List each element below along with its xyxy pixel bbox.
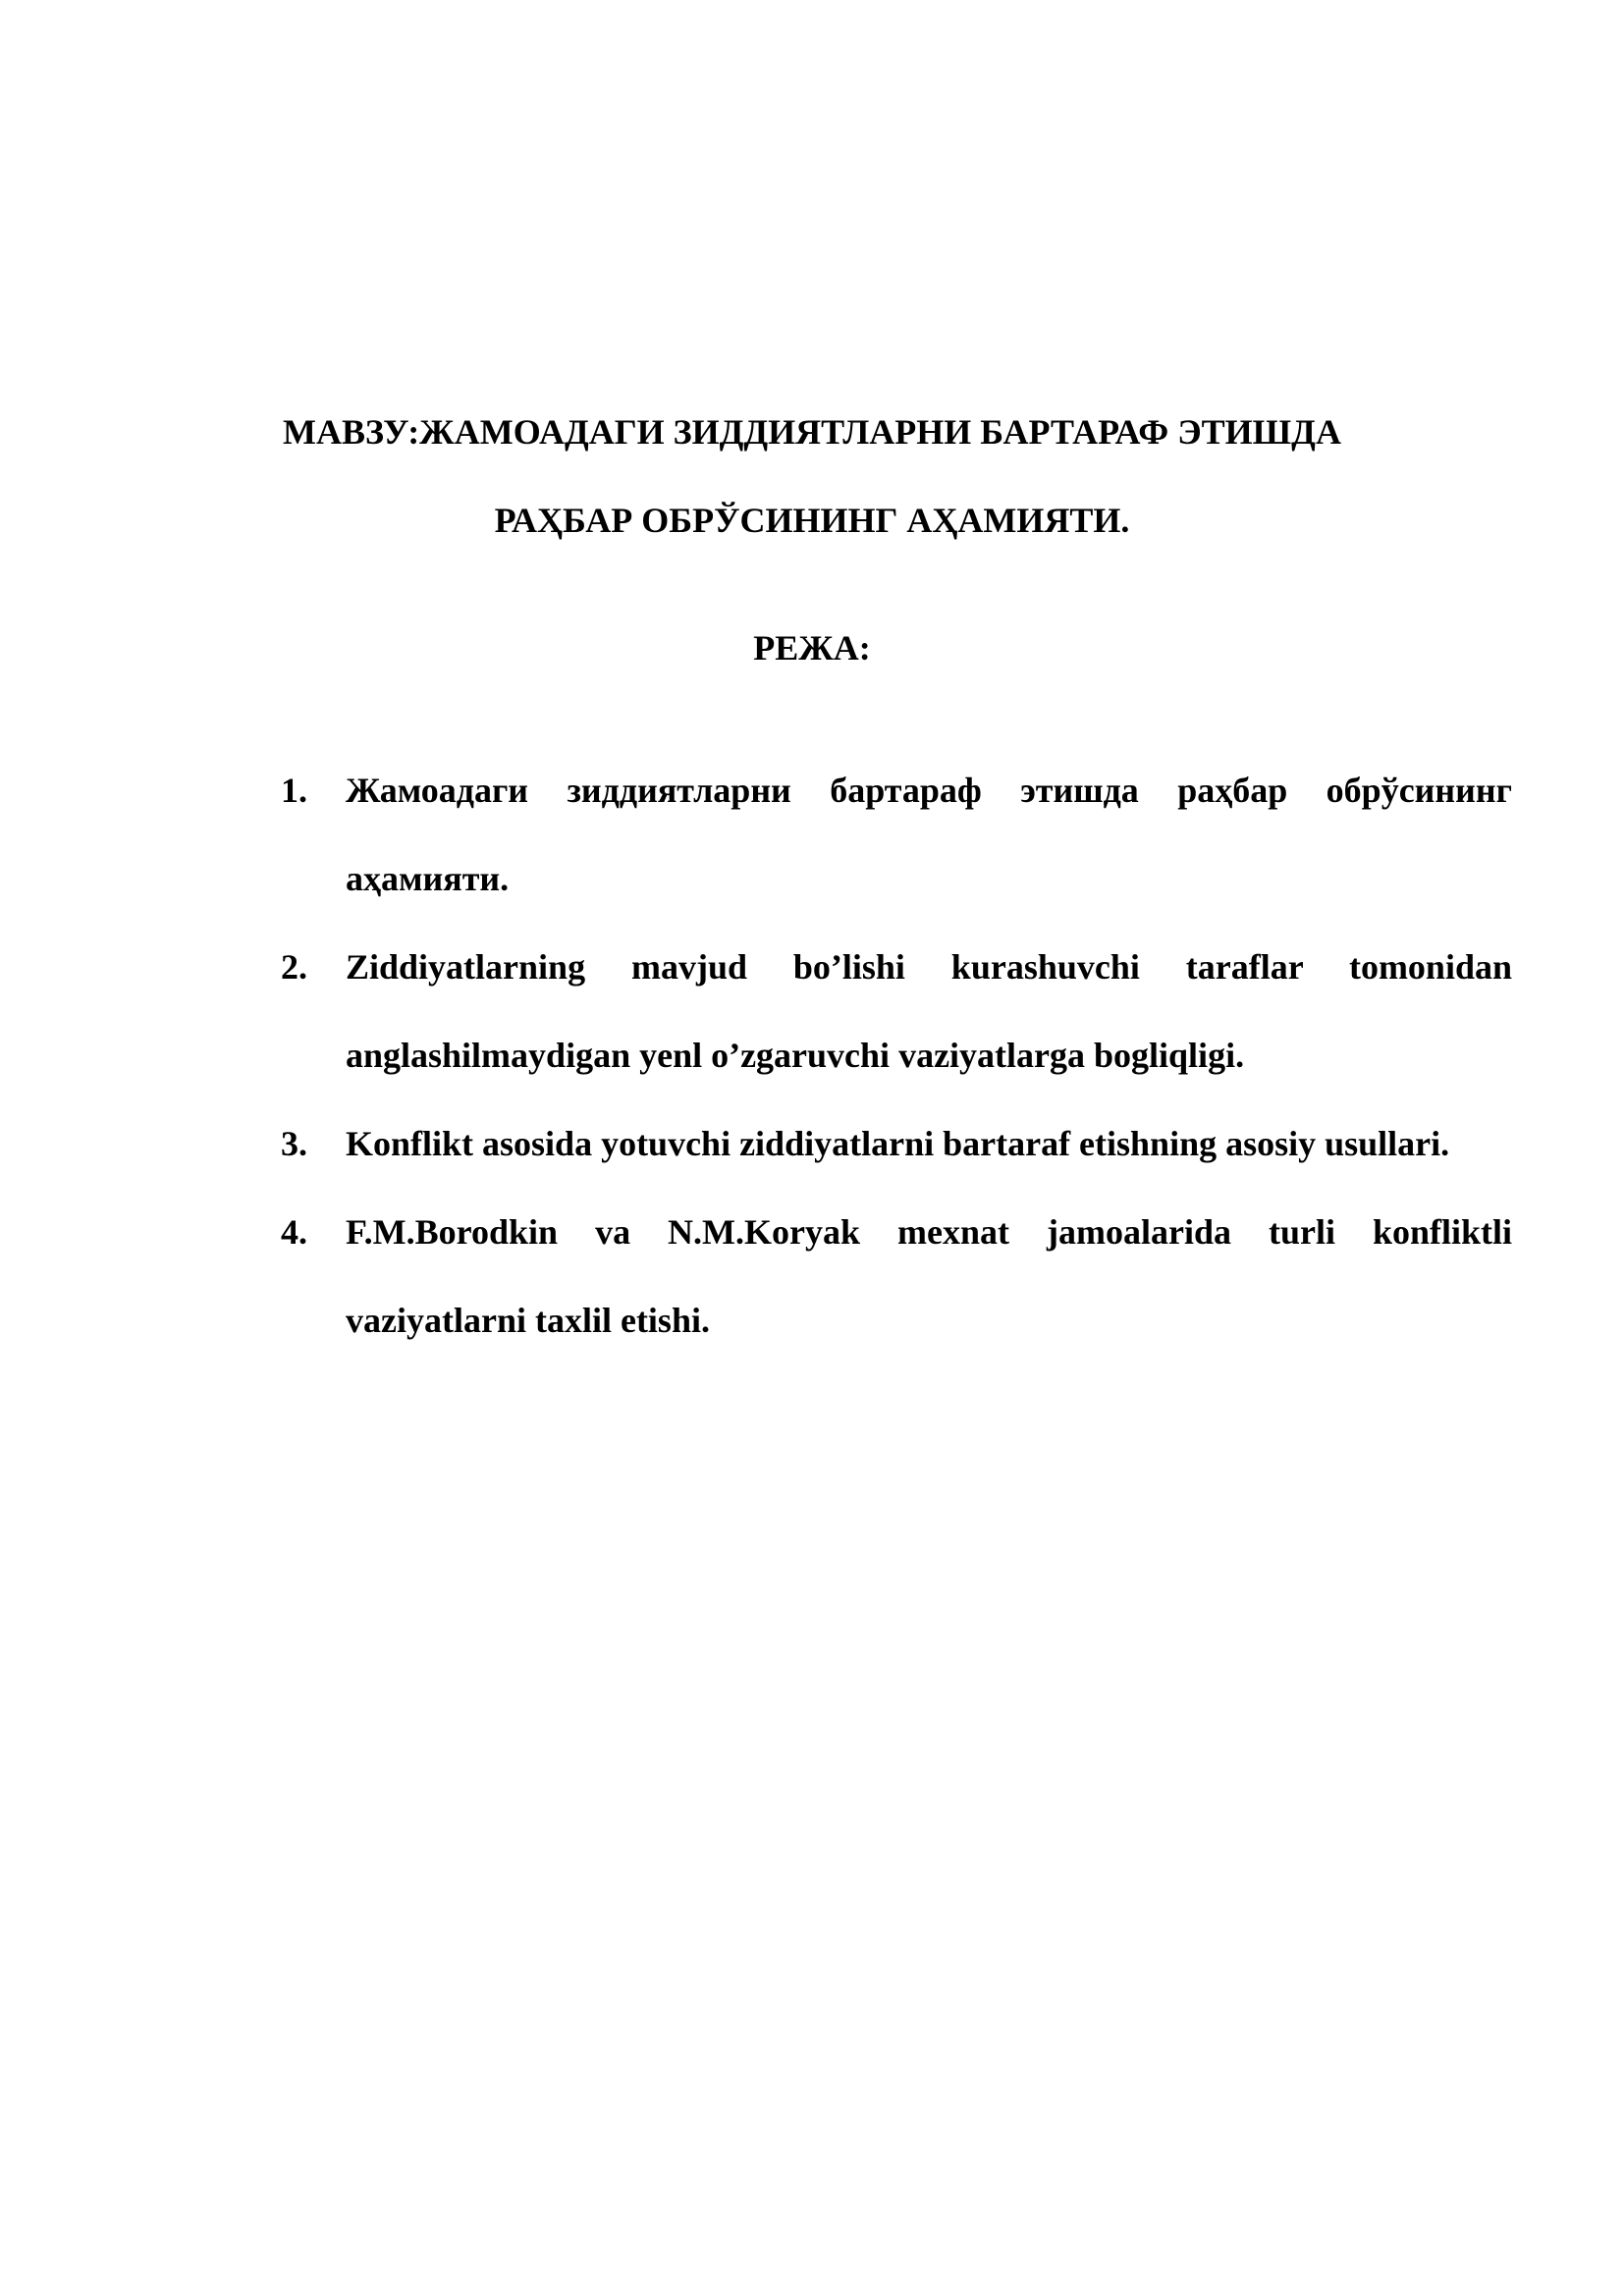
plan-item-number: 1.: [281, 771, 307, 810]
plan-item-text: Konflikt asosida yotuvchi ziddiyatlarni bartaraf etishning asosiy usullari.: [346, 1124, 1450, 1163]
plan-item: [281, 1099, 1512, 1188]
plan-heading: РЕЖА:: [753, 628, 871, 667]
document-title-line-1: МАВЗУ:ЖАМОАДАГИ ЗИДДИЯТЛАРНИ БАРТАРАФ ЭТИШДА: [283, 412, 1341, 452]
plan-item-text: Жамоадаги зиддиятларни бартараф этишда раҳбар обрўсининг аҳамияти.: [346, 771, 1512, 898]
plan-item-text: F.M.Borodkin va N.M.Koryak mexnat jamoalarida turli konfliktli vaziyatlarni taxlil etishi.: [346, 1212, 1512, 1340]
plan-item: [281, 746, 1512, 923]
plan-item-number: 2.: [281, 947, 307, 987]
document-title-line-2: РАҲБАР ОБРЎСИНИНГ АҲАМИЯТИ.: [494, 501, 1130, 540]
plan-item-number: 3.: [281, 1124, 307, 1163]
plan-item-text: Ziddiyatlarning mavjud bo’lishi kurashuvchi taraflar tomonidan anglashilmaydigan yenl o’zgaruvchi vaziyatlarga bogliqligi.: [346, 947, 1512, 1075]
plan-item-number: 4.: [281, 1212, 307, 1252]
plan-item: [281, 1188, 1512, 1364]
plan-list: [281, 746, 1512, 1364]
plan-item: [281, 923, 1512, 1099]
